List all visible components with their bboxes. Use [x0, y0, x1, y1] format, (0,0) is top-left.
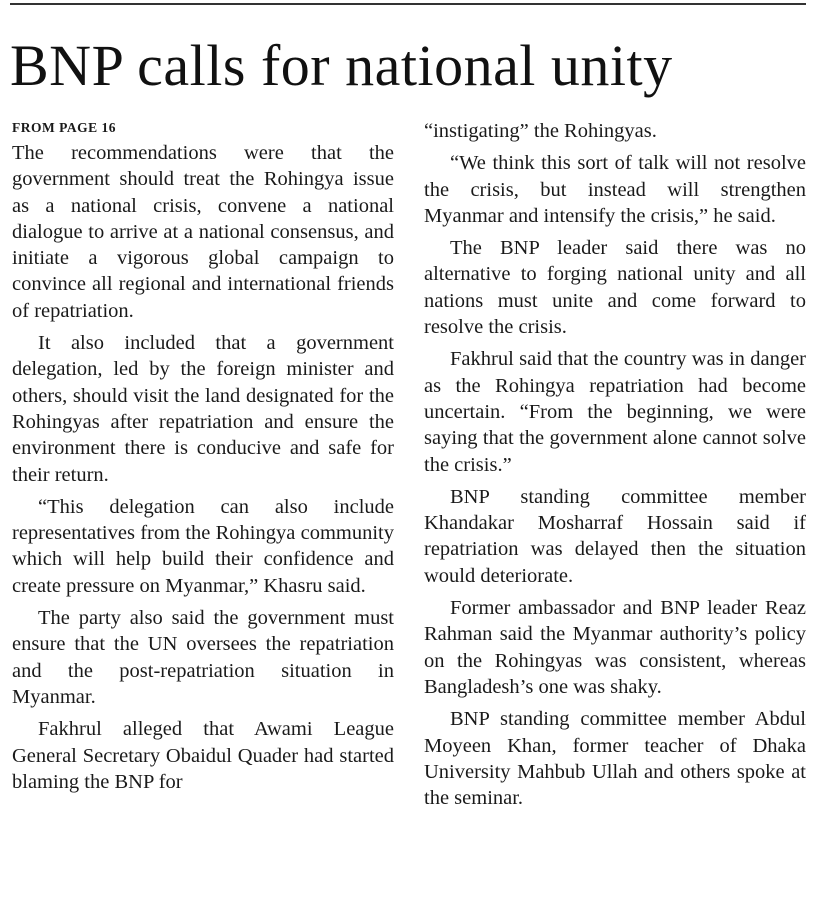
paragraph: The BNP leader said there was no alternative to forging national unity and all nations must unite and come forward to resolve the crisis.: [424, 237, 806, 339]
top-rule: [10, 3, 806, 5]
paragraph: The party also said the government must ensure that the UN oversees the repatriation and the post-repatriation situation in Myanmar.: [12, 607, 394, 708]
left-column: [12, 118, 394, 801]
headline: BNP calls for national unity: [10, 33, 673, 98]
jump-label: FROM PAGE 16: [12, 120, 116, 135]
paragraph: BNP standing committee member Abdul Moyeen Khan, former teacher of Dhaka University Mahbub Ullah and others spoke at the seminar.: [424, 708, 806, 810]
paragraph: Fakhrul alleged that Awami League General Secretary Obaidul Quader had started blaming the BNP for: [12, 718, 394, 793]
paragraph: It also included that a government delegation, led by the foreign minister and others, should visit the land designated for the Rohingyas after repatriation and ensure the environment there is conducive and safe for their return.: [12, 332, 394, 486]
paragraph: BNP standing committee member Khandakar Mosharraf Hossain said if repatriation was delayed then the situation would deteriorate.: [424, 485, 806, 587]
paragraph: The recommendations were that the government should treat the Rohingya issue as a national crisis, convene a national dialogue to arrive at a national consensus, and initiate a vigorous global campaign to convince all regional and international friends of repatriation.: [12, 142, 394, 322]
paragraph: Former ambassador and BNP leader Reaz Rahman said the Myanmar authority’s policy on the Rohingyas was consistent, whereas Bangladesh’s one was shaky.: [424, 597, 806, 698]
paragraph: “This delegation can also include representatives from the Rohingya community which will help build their confidence and create pressure on Myanmar,” Khasru said.: [12, 495, 394, 597]
right-column: [424, 118, 806, 817]
paragraph: “We think this sort of talk will not resolve the crisis, but instead will strengthen Myanmar and intensify the crisis,” he said.: [424, 152, 806, 227]
paragraph: Fakhrul said that the country was in danger as the Rohingya repatriation had become uncertain. “From the beginning, we were saying that the government alone cannot solve the crisis.”: [424, 348, 806, 476]
paragraph: “instigating” the Rohingyas.: [424, 120, 657, 142]
